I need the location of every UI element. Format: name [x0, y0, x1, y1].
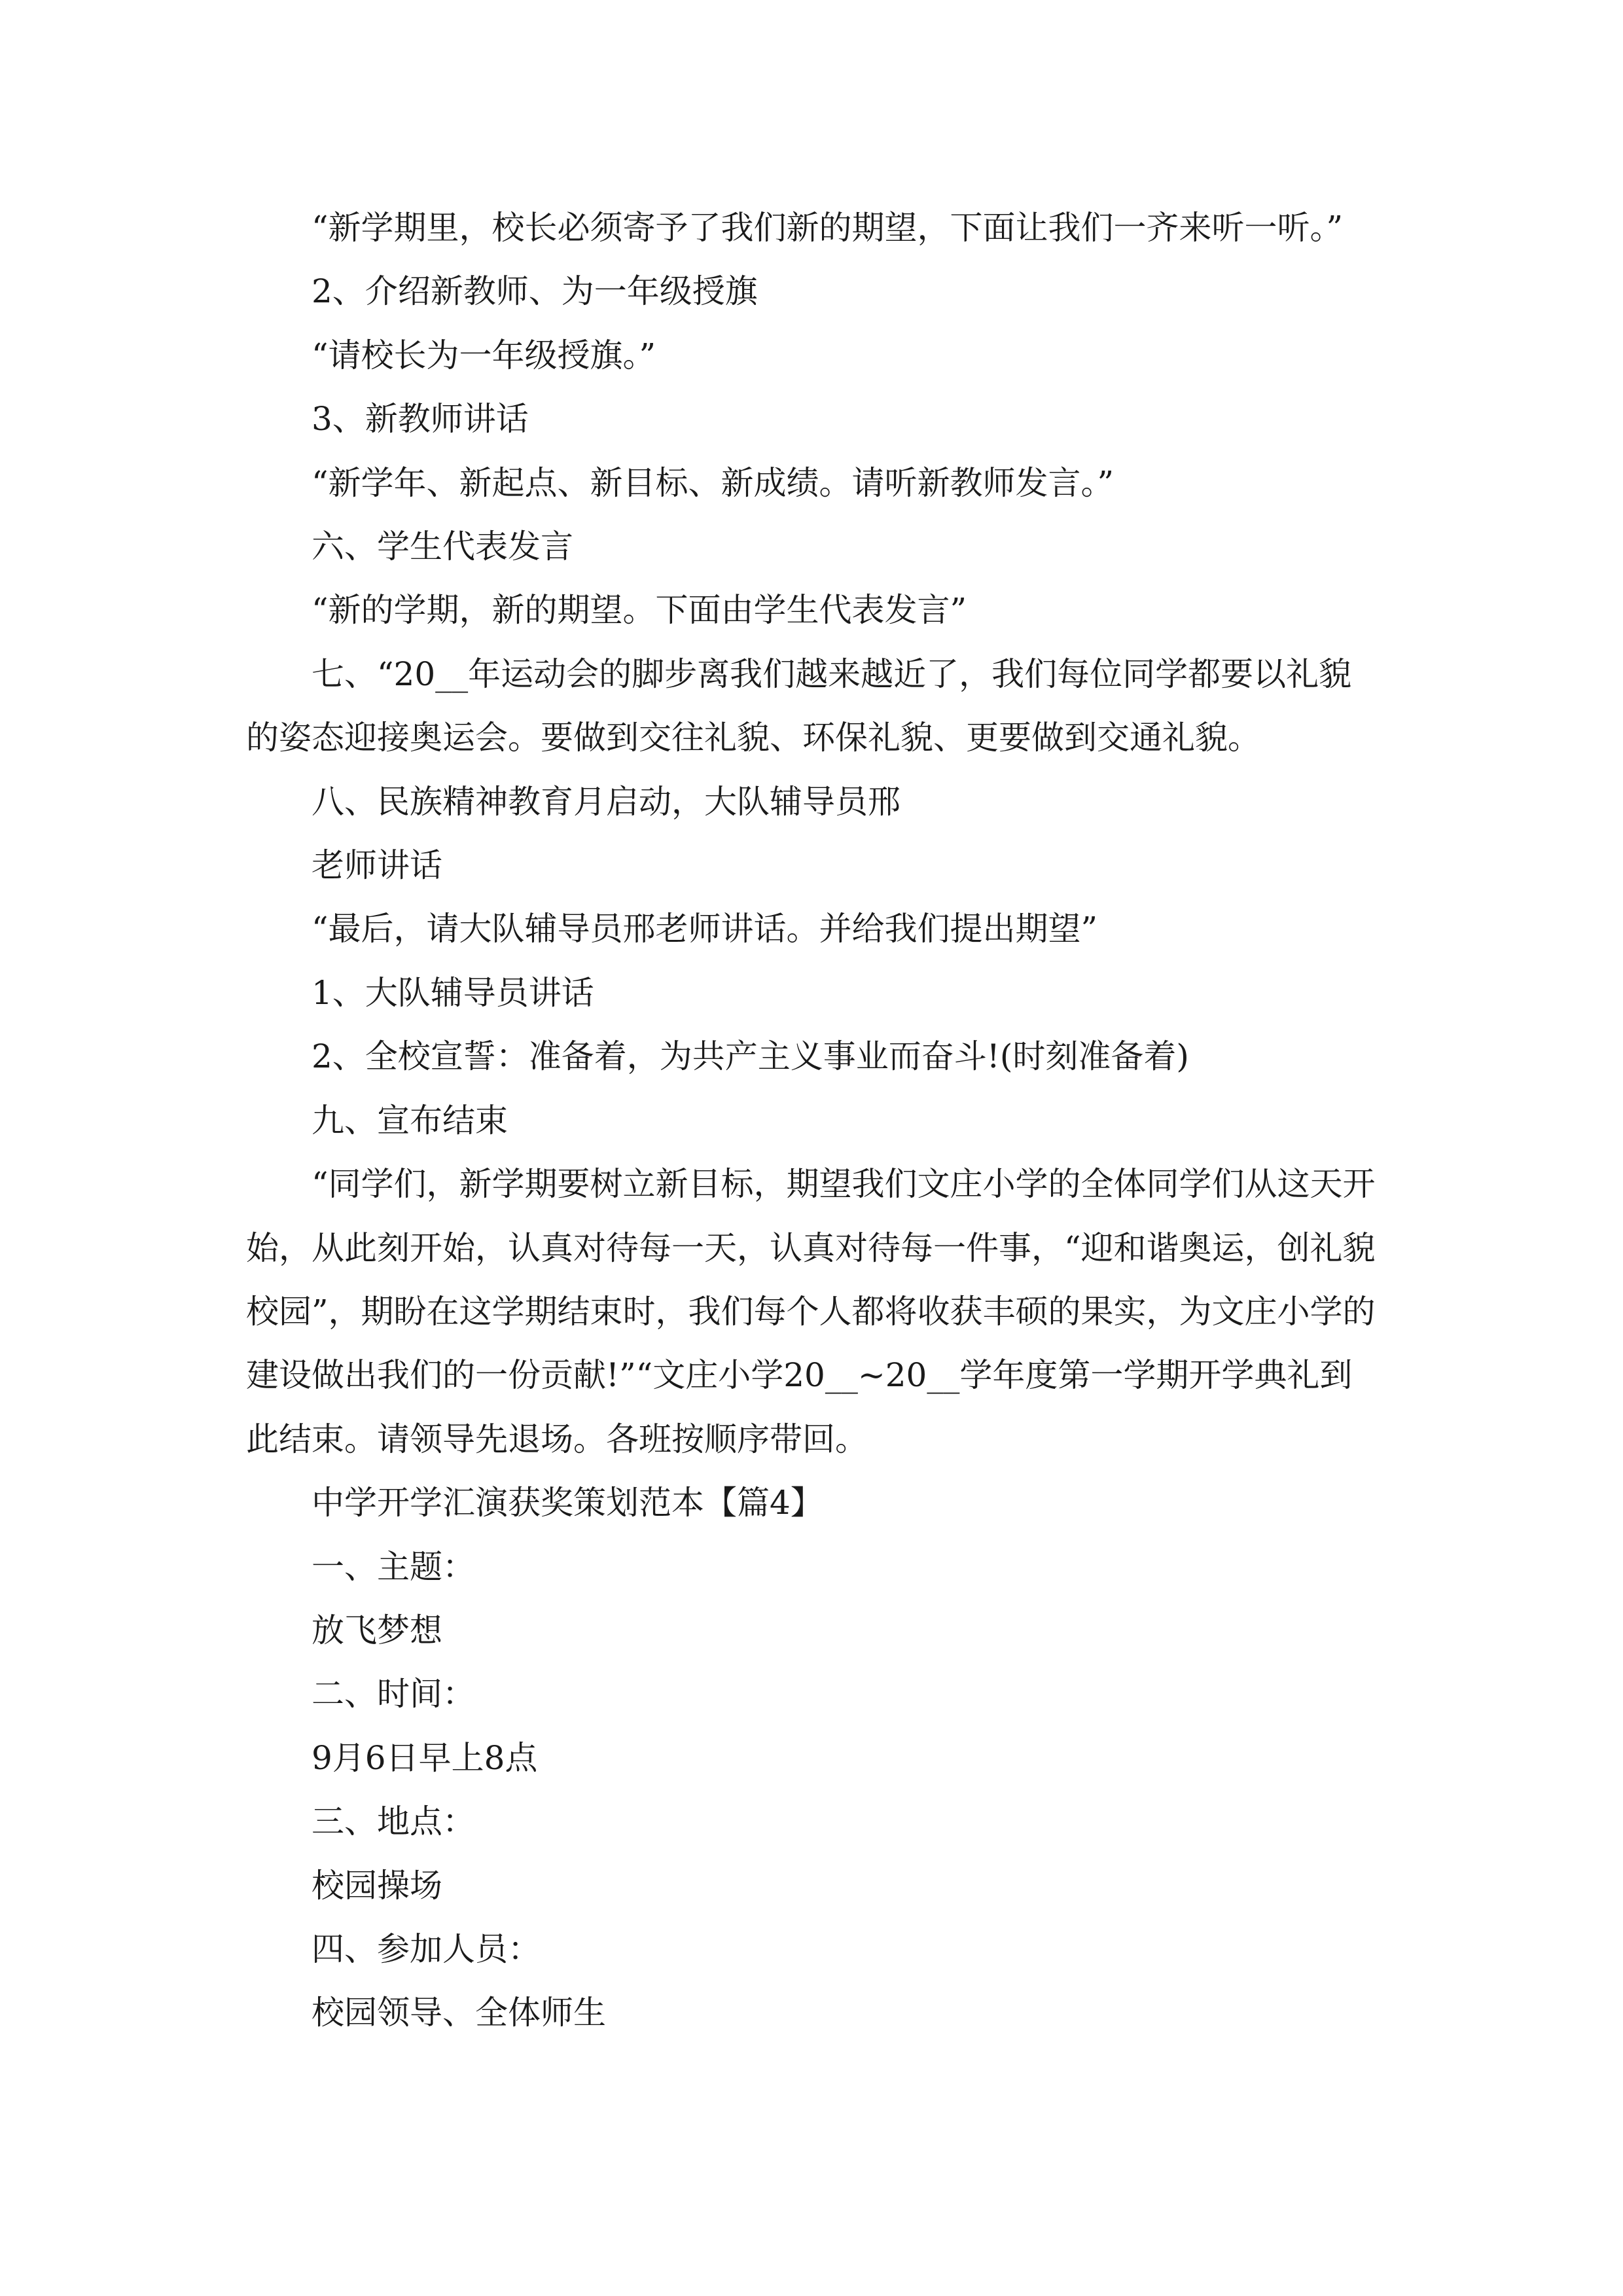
paragraph: “请校长为一年级授旗。”: [312, 336, 656, 374]
paragraph: 老师讲话: [312, 846, 442, 885]
paragraph: 一、主题：: [312, 1547, 475, 1586]
paragraph: “新学期里，校长必须寄予了我们新的期望，下面让我们一齐来听一听。”: [312, 209, 1344, 247]
paragraph: 四、参加人员：: [312, 1929, 541, 1968]
paragraph: “新学年、新起点、新目标、新成绩。请听新教师发言。”: [312, 463, 1115, 502]
paragraph: 二、时间：: [312, 1675, 475, 1713]
paragraph: “最后，请大队辅导员邢老师讲话。并给我们提出期望”: [312, 910, 1098, 948]
paragraph: 1、大队辅导员讲话: [312, 973, 594, 1012]
paragraph: “同学们，新学期要树立新目标，期望我们文庄小学的全体同学们从这天开始，从此刻开始，认真对待每一天，认真对待每一件事，“迎和谐奥运，创礼貌校园”，期盼在这学期结束时，我们每个人都将收获丰硕的果实，为文庄小学的建设做出我们的一份贡献!”“文庄小学20__~20__学年度第一学期开学典礼到此结束。请领导先退场。各班按顺序带回。: [246, 1165, 1376, 1458]
paragraph: 放飞梦想: [312, 1611, 442, 1649]
paragraph: 3、新教师讲话: [312, 400, 529, 439]
paragraph: 六、学生代表发言: [312, 528, 573, 566]
paragraph: 2、介绍新教师、为一年级授旗: [312, 272, 758, 311]
paragraph: 9月6日早上8点: [312, 1738, 538, 1777]
paragraph: 九、宣布结束: [312, 1101, 508, 1139]
section-heading: 中学开学汇演获奖策划范本【篇4】: [312, 1484, 823, 1522]
paragraph: 八、民族精神教育月启动，大队辅导员邢: [312, 782, 901, 821]
paragraph: 校园操场: [312, 1866, 442, 1905]
paragraph: “新的学期，新的期望。下面由学生代表发言”: [312, 591, 967, 630]
paragraph: 七、“20__年运动会的脚步离我们越来越近了，我们每位同学都要以礼貌的姿态迎接奥运会。要做到交往礼貌、环保礼貌、更要做到交通礼貌。: [246, 655, 1352, 757]
paragraph: 2、全校宣誓：准备着，为共产主义事业而奋斗!(时刻准备着): [312, 1037, 1189, 1076]
paragraph: 三、地点：: [312, 1803, 475, 1841]
document-body: [246, 196, 1377, 2045]
paragraph: 校园领导、全体师生: [312, 1994, 606, 2032]
